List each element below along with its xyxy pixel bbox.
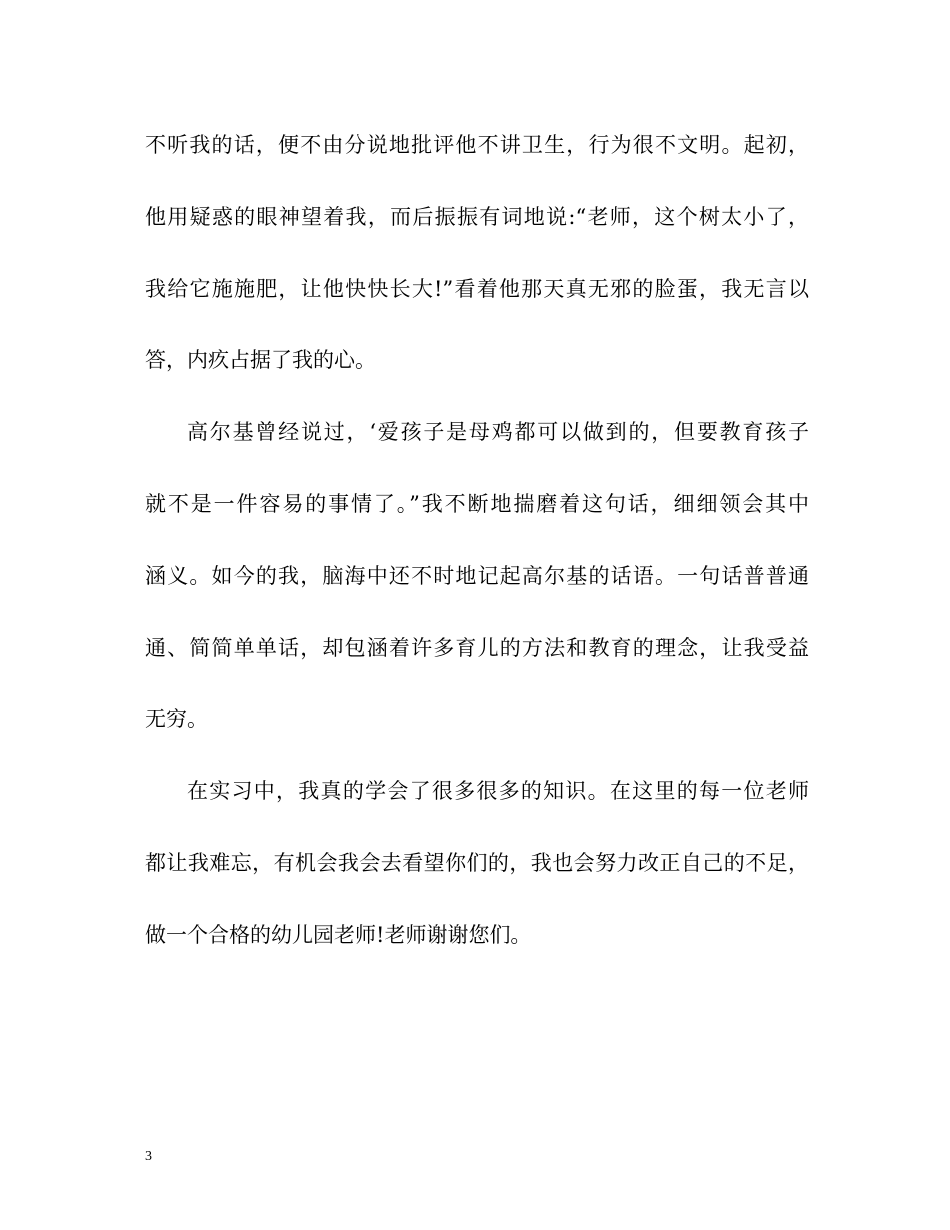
text-line: 答，内疚占据了我的心。 — [145, 348, 376, 373]
text-line: 都让我难忘，有机会我会去看望你们的，我也会努力改正自己的不足， — [145, 850, 809, 875]
text-line: 不听我的话，便不由分说地批评他不讲卫生，行为很不文明。起初， — [145, 133, 809, 157]
text-line: 就不是一件容易的事情了。”我不断地揣磨着这句话，细细领会其中 — [145, 491, 809, 516]
text-line: 在实习中，我真的学会了很多很多的知识。在这里的每一位老师 — [187, 779, 809, 804]
page-number: 3 — [145, 1149, 152, 1164]
text-line: 我给它施施肥，让他快快长大!”看着他那天真无邪的脸蛋，我无言以 — [145, 276, 809, 301]
text-line: 涵义。如今的我，脑海中还不时地记起高尔基的话语。一句话普普通 — [145, 563, 809, 588]
text-line: 高尔基曾经说过，‘爱孩子是母鸡都可以做到的，但要教育孩子 — [187, 420, 809, 445]
text-line: 做一个合格的幼儿园老师!老师谢谢您们。 — [145, 922, 532, 947]
text-line: 通、简简单单话，却包涵着许多育儿的方法和教育的理念，让我受益 — [145, 635, 809, 660]
text-line: 无穷。 — [145, 707, 208, 732]
text-line: 他用疑惑的眼神望着我，而后振振有词地说:“老师，这个树太小了， — [145, 204, 809, 229]
body-text — [145, 118, 809, 980]
